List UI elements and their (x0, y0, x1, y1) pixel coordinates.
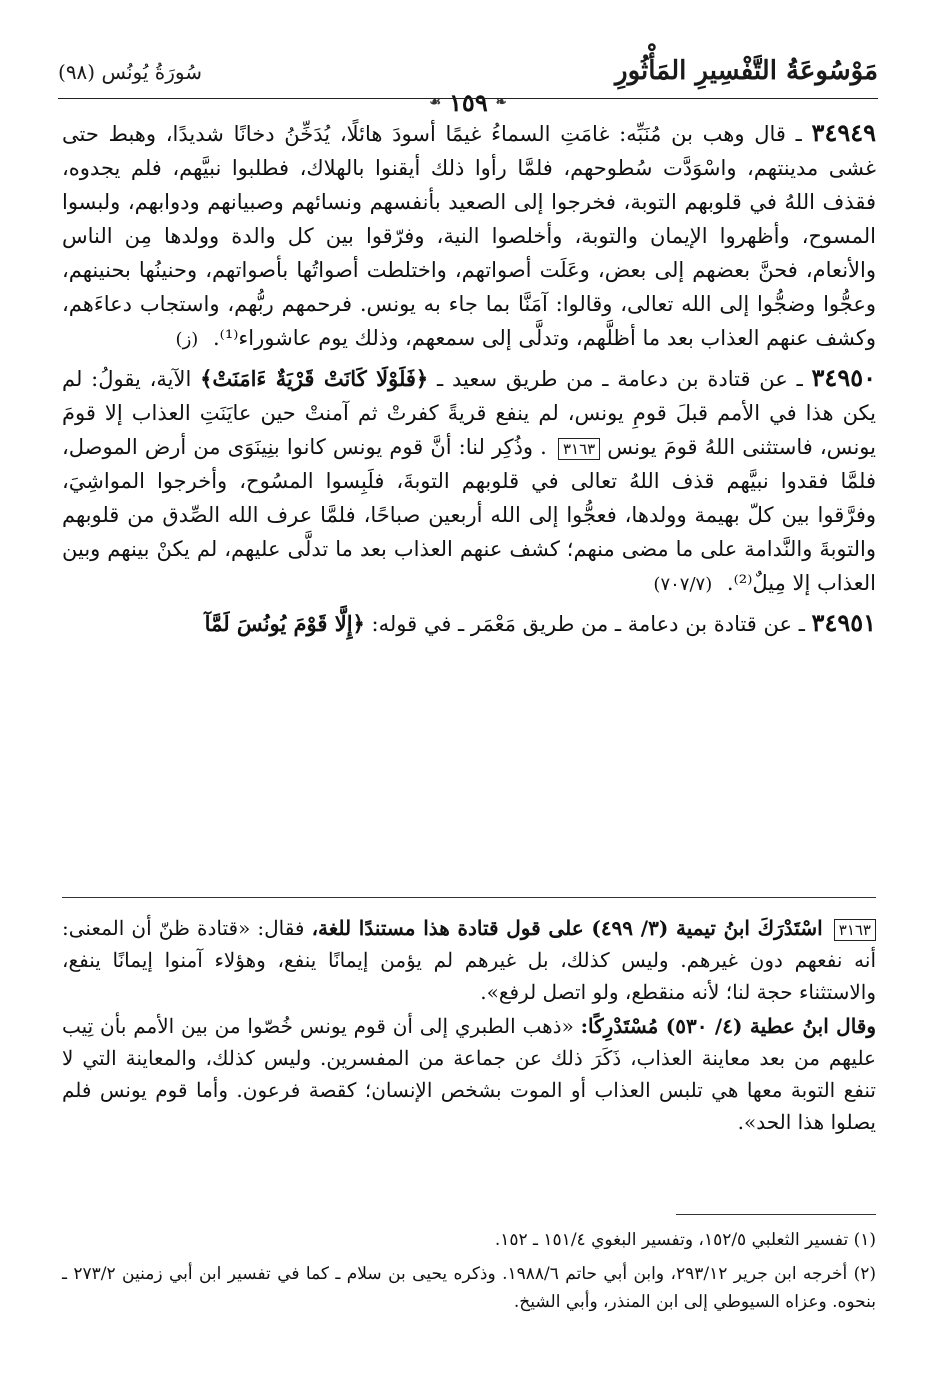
entry-text: ـ عن قتادة بن دعامة ـ من طريق مَعْمَر ـ في قوله: (371, 612, 805, 636)
commentary-lead: اسْتَدْرَكَ ابنُ تيمية (٣/ ٤٩٩) على قول قتادة هذا مستندًا للغة، (311, 916, 823, 940)
page-number: ١٥٩ (449, 88, 488, 117)
entry-text: ـ عن قتادة بن دعامة ـ من طريق سعيد ـ (437, 367, 803, 391)
commentary-badge: ٣١٦٣ (834, 919, 876, 941)
header-rule (58, 98, 878, 99)
surah-title: سُورَةُ يُونُس (٩٨) (58, 60, 203, 84)
page-header (58, 52, 878, 117)
quran-quote: ﴿إِلَّا قَوْمَ يُونُسَ لَمَّآ (204, 611, 365, 636)
entry-text: ـ قال وهب بن مُنَبِّه: غامَتِ السماءُ غيمًا أسودَ هائلًا، يُدَخِّنُ دخانًا شديدًا، وهبط حتى غشى مدينتهم، واسْوَدَّت سُطوحهم، فلمَّا رأوا ذلك أيقنوا بالهلاك، فطلبوا نبيَّهم، فلم يجدوه، فقذف اللهُ في قلوبهم التوبة، فخرجوا إلى الصعيد بأنفسهم ونسائهم وصبيانهم ودوابهم، ولبسوا المسوح، وأظهروا الإيمان والتوبة، وأخلصوا النية، وفرّقوا بين كل والدة وولدها مِن الناس والأنعام، فحنَّ بعضهم إلى بعض، وعَلَت أصواتهم، واختلطت أصواتُها بأصواتهم، وحنينُها بحنينهم، وعجُّوا وضجُّوا إلى الله تعالى، وقالوا: آمَنَّا بما جاء به يونس. فرحمهم ربُّهم، واستجاب دعاءَهم، وكشف عنهم العذاب بعد ما أظلَّهم، وتدلَّى إلى سمعهم، وذلك يوم عاشوراء⁽¹⁾. (62, 122, 876, 350)
ornament-icon: ❧ (495, 95, 507, 110)
section-divider (62, 897, 876, 898)
entry-34950 (62, 361, 876, 602)
footnote-2: (٢) أخرجه ابن جرير ٢٩٣/١٢، وابن أبي حاتم ١٩٨٨/٦. وذكره يحيى بن سلام ـ كما في تفسير ابن أبي زمنين ٢٧٣/٢ ـ بنحوه. وعزاه السيوطي إلى ابن المنذر، وأبي الشيخ. (62, 1264, 876, 1312)
entry-source: (ز) (175, 329, 199, 350)
series-title: مَوْسُوعَةُ التَّفْسِيرِ المَأْثُورِ (615, 56, 878, 86)
page-number-block (423, 88, 512, 117)
footnote-1: (١) تفسير الثعلبي ١٥٢/٥، وتفسير البغوي ١٥١/٤ ـ ١٥٢. (494, 1230, 876, 1250)
footnote-rule (676, 1214, 876, 1215)
commentary-paragraph (62, 912, 876, 1008)
quran-quote: ﴿فَلَوْلَا كَانَتْ قَرْيَةٌ ءَامَنَتْ﴾ (200, 366, 429, 391)
entry-number: ٣٤٩٥٠ (811, 363, 876, 392)
entry-number: ٣٤٩٤٩ (811, 118, 876, 147)
entry-text: الآية، يقولُ: لم يكن هذا في الأمم قبلَ قومِ يونس، لم ينفع قريةً كفرتْ ثم آمنتْ حين عايَنَتِ العذاب إلا قومَ يونس، فاستثنى اللهُ قومَ يونس (62, 367, 876, 459)
commentary-box (62, 912, 876, 1140)
footnotes (62, 1226, 876, 1322)
entry-text: . وذُكِر لنا: أنَّ قوم يونس كانوا بنِينَوَى من أرض الموصل، فلمَّا فقدوا نبيَّهم قذف اللهُ تعالى في قلوبهم التوبةَ، فلَبِسوا المسُوح، وأخرجوا المواشِيَ، وفرَّقوا بين كلّ بهيمة وولدها، فعجُّوا إلى الله أربعين صباحًا، فلمَّا عرف الله الصِّدق من قلوبهم والتوبةَ والنَّدامة على ما مضى منهم؛ كشف عنهم العذاب بعد ما تدلَّى عليهم، لم يكنْ بينهم وبين العذاب إلا مِيلٌ⁽²⁾. (62, 435, 876, 595)
entry-34949 (62, 116, 876, 357)
commentary-paragraph (62, 1010, 876, 1138)
entry-source: (٧٠٧/٧) (653, 574, 713, 595)
commentary-lead: وقال ابنُ عطية (٤/ ٥٣٠) مُسْتَدْرِكًا: (580, 1014, 877, 1038)
entry-34951 (62, 606, 876, 641)
commentary-ref-badge[interactable]: ٣١٦٣ (558, 438, 600, 460)
commentary-text: «ذهب الطبري إلى أن قوم يونس خُصّوا من بين الأمم بأن تِيب عليهم من بعد معاينة العذاب، ذَكَرَ ذلك عن جماعة من المفسرين. وليس كذلك، والمعاينة التي لا تنفع التوبة معها هي تلبس العذاب أو الموت بشخص الإنسان؛ كقصة فرعون. وأما قوم يونس فلم يصلوا هذا الحد». (62, 1014, 876, 1134)
entry-number: ٣٤٩٥١ (811, 608, 876, 637)
ornament-icon: ☙ (429, 95, 442, 110)
commentary-text: فقال: «قتادة ظنّ أن المعنى: أنه نفعهم دون غيرهم. وليس كذلك، بل غيرهم لم يؤمن إيمانًا ينفع، وهؤلاء آمنوا إيمانًا ينفع، والاستثناء حجة لنا؛ لأنه منقطع، ولو اتصل لرفع». (62, 916, 876, 1004)
main-text (62, 116, 876, 645)
